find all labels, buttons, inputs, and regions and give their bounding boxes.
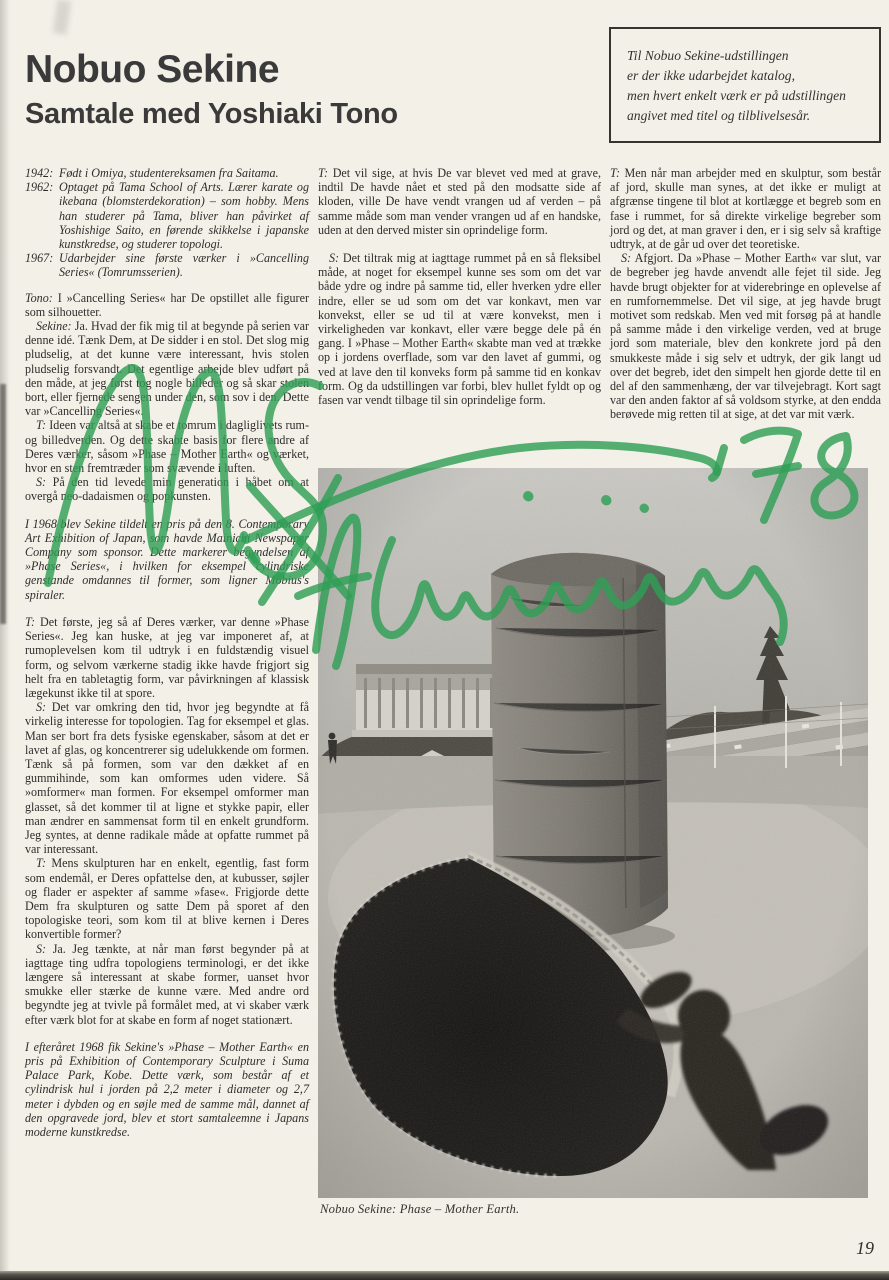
dialogue-text: Afgjort. Da »Phase – Mother Earth« var slut, var de begreber jeg havde anvendt alle fejet til side. Jeg havde brugt objekter for at viderebringe en oplevelse af en rumfornemmelse. Det vil sige, at jeg havde brugt motivet som redskab. Men ved mit forsøg på at handle på samme måde i den virkelige verden, ved at bruge jord som materiale, blev den konkrete jord på den smukkeste måde i sig selv et udtryk, der gik langt ud over det begreb, idet den simpelt hen gjorde dette til en del af den sammenhæng, der var tilvejebragt. Kort sagt var den anden faktor af så voldsom styrke, at den endda berøvede mig retten til at sige, at det var mit værk. (610, 251, 881, 422)
speaker-label: Sekine: (36, 319, 72, 334)
column-left (25, 166, 309, 1152)
bio-entry (25, 166, 309, 180)
dialogue-text: Mens skulpturen har en enkelt, egentlig, fast form som endemål, er Deres opfattelse den, at kubusser, søjler og flader er aspekter af samme »fase«. Frigjorde dette Dem fra skulpturen og satte Dem på sporet af den topologiske teori, som kom til at blive kernen i Deres konvertible former? (25, 856, 309, 942)
note-line: er der ikke udarbejdet katalog, (627, 68, 795, 83)
dialogue-paragraph (25, 319, 309, 418)
note-line: angivet med titel og tilblivelsesår. (627, 108, 811, 123)
column-right (610, 166, 881, 422)
photo-caption: Nobuo Sekine: Phase – Mother Earth. (320, 1202, 520, 1216)
speaker-label: T: (36, 418, 47, 433)
dialogue-paragraph (25, 856, 309, 941)
dialogue-text: Ja. Hvad der fik mig til at begynde på serien var denne idé. Tænk Dem, at De sidder i en stol. Det slog mig pludselig, at det kunne være interessant, hvis stolen pludselig forsvandt. Det egentlige arbejde blev udført på den måde, at jeg først tog nogle billeder og så skar stolen bort, eller fjernede sengen under den, som sov i den. Dette var »Cancelling Series«. (25, 319, 310, 419)
column-middle (318, 166, 601, 407)
bio-year: 1962: (25, 180, 54, 195)
dialogue-paragraph (25, 700, 309, 856)
dialogue-paragraph (318, 166, 601, 237)
speaker-label: Tono: (25, 290, 53, 305)
speaker-label: T: (610, 166, 621, 180)
narration-paragraph: I 1968 blev Sekine tildelt en pris på den 8. Contemporary Art Exhibition of Japan, som havde Mainichi Newspaper Company som sponsor. Dette markerer begyndelsen af »Phase Series«, i hvilken for eksempel cylindriske genstande omdannes til former, som ligner Möbius's spiraler. (25, 516, 309, 602)
speaker-label: S: (36, 941, 47, 956)
bio-entry (25, 180, 309, 251)
speaker-label: S: (36, 700, 47, 715)
bio-text: Udarbejder sine første værker i »Cancelling Series« (Tomrumsserien). (59, 251, 309, 280)
scan-spine-shadow (0, 384, 6, 624)
dialogue-paragraph (318, 251, 601, 407)
bio-year: 1942: (25, 166, 54, 180)
dialogue-text: Det første, jeg så af Deres værker, var denne »Phase Series«. Jeg kan huske, at jeg var imponeret af, at rumoplevelsen kom til udtryk i en fuldstændig visuel form, og selvom værkerne stadig ikke havde frigjort sig helt fra en tabletagtig form, var påvirkningen af klassisk lægekunst ikke til at spore. (25, 614, 309, 700)
bio-text: Født i Omiya, studentereksamen fra Saitama. (59, 166, 279, 180)
bottom-scan-bar (0, 1271, 889, 1280)
dialogue-text: Ideen var altså at skabe et tomrum i dagliglivets rum- og billedverden. Og dette skabte basis for flere andre af Deres værker, såsom »Phase – Mother Earth« og værket, hvor en sten fremtræder som svævende i luften. (25, 418, 309, 476)
bio-entry (25, 251, 309, 279)
dialogue-text: Det vil sige, at hvis De var blevet ved med at grave, indtil De havde nået et sted på den modsatte side af kloden, ville De have vendt vrangen ud af verden – på samme måde som man vender vrangen ud af en handske, uden at den derved mister sin oprindelige form. (318, 166, 601, 237)
page-number: 19 (856, 1238, 874, 1258)
speaker-label: S: (36, 475, 47, 490)
dialogue-paragraph (25, 291, 309, 319)
page-title: Nobuo Sekine (25, 48, 280, 91)
exhibition-note-box (609, 27, 881, 143)
dialogue-text: I »Cancelling Series« har De opstillet alle figurer som silhouetter. (25, 290, 309, 319)
page-subtitle: Samtale med Yoshiaki Tono (25, 98, 398, 130)
dialogue-paragraph (25, 475, 309, 503)
speaker-label: T: (25, 614, 36, 629)
dialogue-text: Det tiltrak mig at iagttage rummet på en så fleksibel måde, at noget for eksempel kunne ses som om det var både ydre og indre på samme tid, eller hverken ydre eller indre, eller se ud som om det var konkavt, men var konvekst, eller se ud til at være konvekst, men i virkeligheden var konkavt, eller være begge dele på én gang. I »Phase – Mother Earth« skabte man ved at trække op i jordens overflade, som var den lavet af gummi, og ved at lave den til konveks form på samme tid en konkav form. Og da udstillingen var forbi, blev hullet fyldt op og fasen var vendt tilbage til sin oprindelige form. (318, 251, 601, 408)
dialogue-paragraph (25, 942, 309, 1027)
bio-text: Optaget på Tama School of Arts. Lærer karate og ikebana (blomsterdekoration) – som hobby. Mens han studerer på Tama, bliver han påvirket af Yoshishige Saito, en førende skikkelse i japanske kunstkredse, og studerer topologi. (59, 180, 309, 252)
biography-list (25, 166, 309, 280)
dialogue-text: Det var omkring den tid, hvor jeg begyndte at få virkelig interesse for topologien. Tag for eksempel et glas. Man ser bort fra dets fysiske egenskaber, såsom at det er lavet af glas, og koncentrerer sig udelukkende om formen. Tænk så på formen, som var den dækket af en gummihinde, som kan omformes uden videre. Så »omformer« man formen. For eksempel omformer man glasset, så det kommer til at ligne et stykke papir, eller man ændrer en sammensat form til en enkelt grundform. Jeg syntes, at denne radikale måde at opfatte rummet på var interessant. (25, 700, 309, 857)
dialogue-paragraph (25, 615, 309, 700)
speaker-label: T: (318, 166, 329, 180)
dialogue-text: Ja. Jeg tænkte, at når man først begynder på at iagttage ting udfra topologiens terminologi, er det ikke længere så interessant at skabe former, uanset hvor smukke eller stærke de kunne være. Med andre ord begyndte jeg at tvivle på formålet med, at vi skaber værk efter værk blot for at skabe en form af noget stationært. (25, 941, 309, 1027)
artwork-photo (318, 468, 868, 1198)
note-line: men hvert enkelt værk er på udstillingen (627, 88, 846, 103)
dialogue-paragraph (610, 251, 881, 421)
speaker-label: S: (621, 251, 632, 266)
speaker-label: S: (329, 251, 340, 266)
note-line: Til Nobuo Sekine-udstillingen (627, 48, 789, 63)
narration-paragraph: I efteråret 1968 fik Sekine's »Phase – Mother Earth« en pris på Exhibition of Contemporary Sculpture i Suma Palace Park, Kobe. Dette værk, som består af et cylindrisk hul i jorden på 2,2 meter i diameter og 2,7 meter i dybden og en søjle med de samme mål, dannet af den opgravede jord, blev et stort samtaleemne i Japans moderne kunstkredse. (25, 1039, 309, 1139)
bio-year: 1967: (25, 251, 54, 266)
dialogue-paragraph (25, 418, 309, 475)
scan-smudge (53, 0, 72, 35)
dialogue-paragraph (610, 166, 881, 251)
dialogue-text: Men når man arbejder med en skulptur, som består af jord, skulle man synes, at det ikke er muligt at afgrænse tingene til blot at kortlægge et begreb som en fase i rummet, for så direkte virkelige begreber som jord og det, at man graver i den, er i sig selv så kraftige udtryk, at de går ud over det teoretiske. (610, 166, 882, 252)
speaker-label: T: (36, 856, 47, 871)
dialogue-text: På den tid levede min generation i håbet om at overgå neo-dadaismen og popkunsten. (25, 475, 309, 504)
